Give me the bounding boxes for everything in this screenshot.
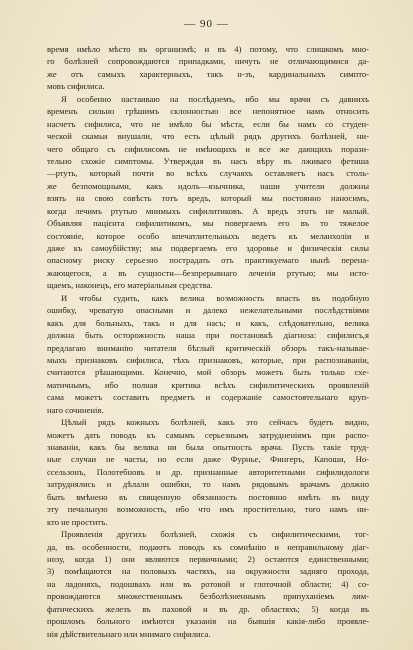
text-line: щаемъ, наконецъ, его матеріальныя средства.: [47, 280, 213, 291]
text-line: 3) помѣщаются на половыхъ частяхъ, на окружности задняго прохода,: [47, 566, 369, 577]
text-line: же отъ самыхъ характерныхъ, такъ н-зъ, кардинальныхъ симпто-: [47, 68, 369, 79]
text-line: провождаются множественнымъ безболѣзненнымъ припуханіемъ лим-: [47, 591, 369, 602]
paragraph: [47, 528, 369, 640]
page-number: — 90 —: [184, 18, 229, 30]
text-line: ные случаи не часты, но если даже Фурнье, Фингеръ, Капоши, Но-: [47, 454, 369, 465]
text-line: нозу, когда 1) они являются первичными; 2) остаются единственными;: [47, 553, 369, 564]
paragraph: [47, 93, 369, 292]
text-line: Цѣлый рядъ кожныхъ болѣзней, какъ это сейчасъ будетъ видно,: [61, 417, 369, 428]
text-line: фатическихъ железъ въ паховой и въ др. областяхъ; 5) когда въ: [47, 603, 369, 614]
text-line: —ртуть, который почти во всѣхъ случаяхъ оставляетъ насъ столь-: [47, 168, 369, 179]
text-line: быть вмѣнено въ священную обязанность постоянно имѣть въ виду: [47, 491, 369, 502]
text-line: время имѣло мѣсто въ организмѣ; и въ 4) потому, что слишкомъ мно-: [47, 44, 369, 54]
text-line: состояніе, которое особо впечатлительныхъ ведетъ къ меланхоліи и: [47, 230, 369, 241]
text-line: Я особенно настаиваю на послѣднемъ, ибо мы врачи съ давнихъ: [61, 93, 369, 104]
text-line: тельно схожіе симптомы. Утверждая въ насъ вѣру въ лживаго фетиша: [47, 155, 369, 166]
text-line: наго сочиненія.: [47, 404, 104, 415]
text-line: мовъ сифилиса.: [47, 81, 105, 92]
paragraph: [47, 292, 369, 416]
text-line: взять на свою совѣсть тотъ вредъ, который мы постоянно наносимъ,: [47, 193, 369, 204]
text-line: мыхъ признаковъ сифилиса, тѣхъ признаковъ, которые, при распознаваніи,: [47, 354, 369, 365]
text-line: даже къ самоубійству; мы подвергаемъ его здоровье и физическія силы: [47, 243, 369, 253]
text-line: И чтобы судить, какъ велика возможность впасть въ подобную: [61, 292, 369, 303]
paragraph: [47, 43, 369, 93]
text-line: какъ для больныхъ, такъ и для насъ; и какъ, слѣдовательно, велика: [47, 317, 369, 328]
text-line: должна быть осторожность наша при постановкѣ діагноза: сифилисъ,я: [47, 330, 369, 341]
body-text: [47, 43, 369, 640]
text-line: предлагаю вниманію читателя бѣглый критическій обзоръ такъ-называе-: [47, 342, 369, 353]
text-line: знаваніи, какъ бы велика ни была опытность врача. Пусть такіе труд-: [47, 442, 369, 452]
text-line: жающегося, а въ сущности—безпрерывнаго леченія ртутью; мы исто-: [47, 267, 369, 278]
text-line: ошибку, чреватую опасными и далеко нежелательными послѣдствіями: [47, 305, 369, 316]
text-line: ссельзонъ, Полотебновъ и др. признанные авторитетными сифилидологи: [47, 466, 369, 477]
text-line: затруднялись и дѣлали ошибки, то намъ рядовымъ врачамъ должно: [47, 479, 369, 490]
text-line: да, въ особенности, подаютъ поводъ къ сомнѣнію и неправильному діаг-: [47, 541, 369, 552]
text-line: сама можетъ составить предметъ и содержаніе самостоятельнаго круп-: [47, 392, 369, 403]
text-line: Проявленія другихъ болѣзней, схожія съ сифилитическими, тог-: [61, 529, 369, 540]
text-line: эту печальную возможность, ибо что имъ простительно, того намъ ни-: [47, 504, 369, 515]
text-line: кто не проститъ.: [47, 516, 108, 527]
text-line: считаются рѣшающими. Конечно, мой обзоръ можетъ быть только схе-: [47, 367, 369, 378]
text-line: нія дѣйствительнаго или мнимаго сифилиса.: [47, 628, 211, 639]
paragraph: [47, 416, 369, 528]
text-line: матичнымъ, ибо полная критика всѣхъ сифилитическихъ проявленій: [47, 379, 369, 390]
text-line: прошломъ больного имѣются указанія на бывшія какія-либо проявле-: [47, 616, 369, 627]
text-line: временъ сильно грѣшимъ склонностью все непонятное намъ относить: [47, 106, 369, 117]
text-line: го болѣзней сопровождаются припадками, ничуть не отличающимися да-: [47, 56, 369, 67]
text-line: на ладоняхъ, подошвахъ или въ ротовой и глоточной области; 4) со-: [47, 578, 369, 589]
text-line: когда лечимъ ртутью мнимыхъ сифилитиковъ. А вредъ этотъ не малый.: [47, 205, 369, 216]
text-line: же безпомощными, какъ идолъ—язычника, наши учители должны: [47, 180, 369, 191]
text-line: чего общаго съ сифилисомъ не имѣющихъ и все же дающихъ порази-: [47, 143, 369, 154]
text-line: ческой скамьи внушали, что есть цѣлый рядъ другихъ болѣзней, ни-: [47, 131, 369, 142]
text-line: насчетъ сифилиса, что не имѣло бы мѣста, если бы намъ со студен-: [47, 118, 369, 129]
text-line: Объявляя пацієнта сифилитикомъ, мы повергаемъ его въ то тяжелое: [47, 218, 369, 229]
text-line: можетъ дать поводъ къ самымъ серьезнымъ затрудненіямъ при распо-: [47, 429, 369, 440]
text-line: опасному риску серьезно пострадать отъ практикуемаго нынѣ перена-: [47, 255, 369, 266]
